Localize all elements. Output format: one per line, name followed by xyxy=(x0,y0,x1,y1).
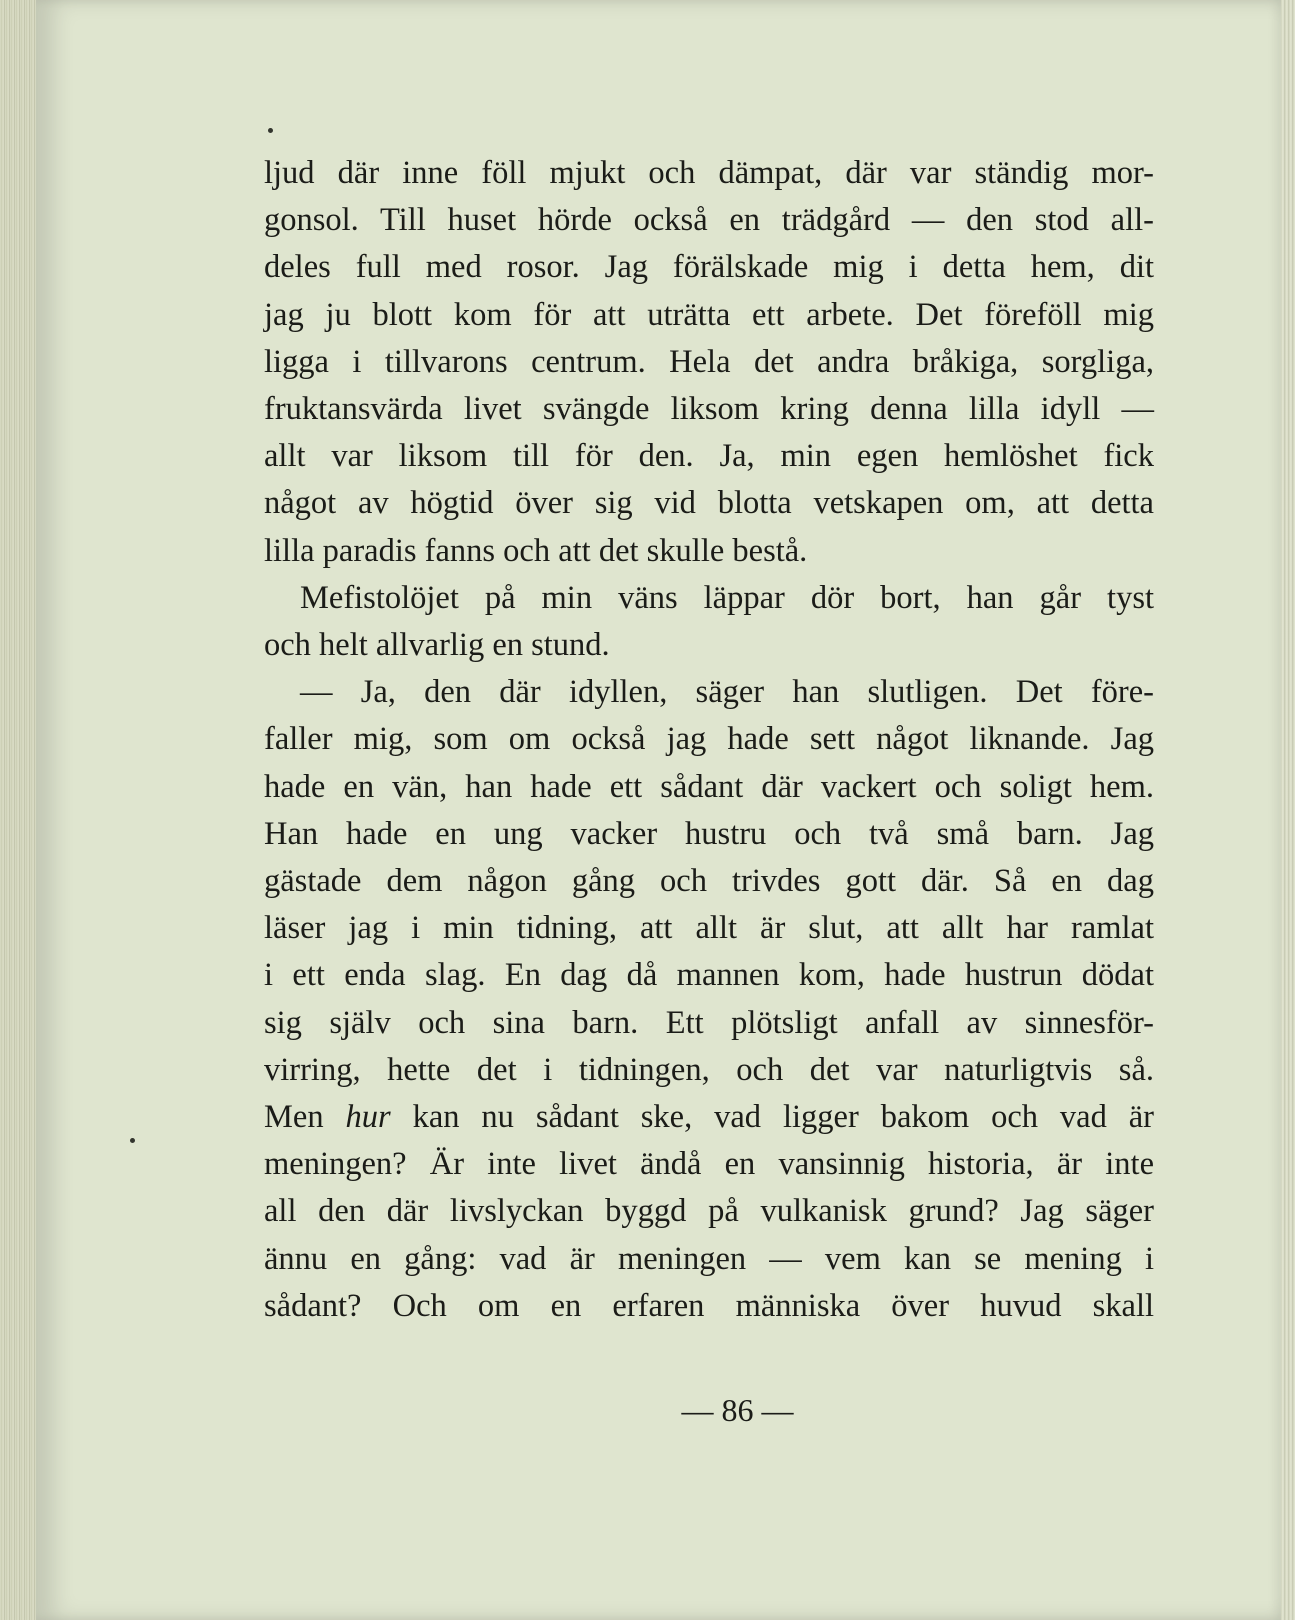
text-line: — Ja, den där idyllen, säger han slutligen. Det före- xyxy=(300,674,1154,711)
italic-word: hur xyxy=(345,1099,391,1136)
text-line: ljud där inne föll mjukt och dämpat, där var ständig mor- xyxy=(264,155,1154,191)
print-speck xyxy=(268,128,273,133)
text-line: sig själv och sina barn. Ett plötsligt anfall av sinnesför- xyxy=(264,1004,1154,1041)
text-line: läser jag i min tidning, att allt är slut, att allt har ramlat xyxy=(264,910,1154,947)
text-line: lilla paradis fanns och att det skulle bestå. xyxy=(264,532,808,569)
text-line: meningen? Är inte livet ändå en vansinnig historia, är inte xyxy=(264,1146,1154,1183)
page-number: — 86 — xyxy=(681,1392,794,1428)
text-line: ligga i tillvarons centrum. Hela det andra bråkiga, sorgliga, xyxy=(264,343,1154,380)
text-line: Han hade en ung vacker hustru och två små barn. Jag xyxy=(264,815,1154,852)
text-line: deles full med rosor. Jag förälskade mig i detta hem, dit xyxy=(264,249,1154,286)
text-line-with-italic xyxy=(264,1094,1154,1141)
text-line: gonsol. Till huset hörde också en trädgård — den stod all- xyxy=(264,202,1154,239)
text-line: gästade dem någon gång och trivdes gott där. Så en dag xyxy=(264,863,1154,900)
body-text xyxy=(264,150,1154,1330)
paragraph-2 xyxy=(264,575,1154,669)
text-line: allt var liksom till för den. Ja, min egen hemlöshet fick xyxy=(264,438,1154,475)
paragraph-1 xyxy=(264,150,1154,575)
text-line: jag ju blott kom för att uträtta ett arbete. Det föreföll mig xyxy=(264,296,1154,333)
paragraph-3 xyxy=(264,669,1154,1330)
text-line: ännu en gång: vad är meningen — vem kan se mening i xyxy=(264,1240,1154,1277)
print-speck xyxy=(130,1138,135,1143)
book-page-edges-right xyxy=(1281,0,1295,1620)
text-line: virring, hette det i tidningen, och det var naturligtvis så. xyxy=(264,1051,1154,1088)
text-line: och helt allvarlig en stund. xyxy=(264,627,610,664)
text-line: fruktansvärda livet svängde liksom kring denna lilla idyll — xyxy=(264,391,1154,428)
text-line: i ett enda slag. En dag då mannen kom, hade hustrun dödat xyxy=(264,957,1154,994)
text-line: hade en vän, han hade ett sådant där vackert och soligt hem. xyxy=(264,768,1154,805)
text-line: Mefistolöjet på min väns läppar dör bort, han går tyst xyxy=(300,579,1154,616)
text-fragment: kan nu sådant ske, vad ligger bakom och vad är xyxy=(390,1099,1155,1136)
text-line: sådant? Och om en erfaren människa över huvud skall xyxy=(264,1287,1154,1324)
text-line: faller mig, som om också jag hade sett något liknande. Jag xyxy=(264,721,1154,758)
text-line: all den där livslyckan byggd på vulkanisk grund? Jag säger xyxy=(264,1193,1154,1230)
text-fragment: Men xyxy=(264,1099,346,1136)
text-line: något av högtid över sig vid blotta vetskapen om, att detta xyxy=(264,485,1154,522)
